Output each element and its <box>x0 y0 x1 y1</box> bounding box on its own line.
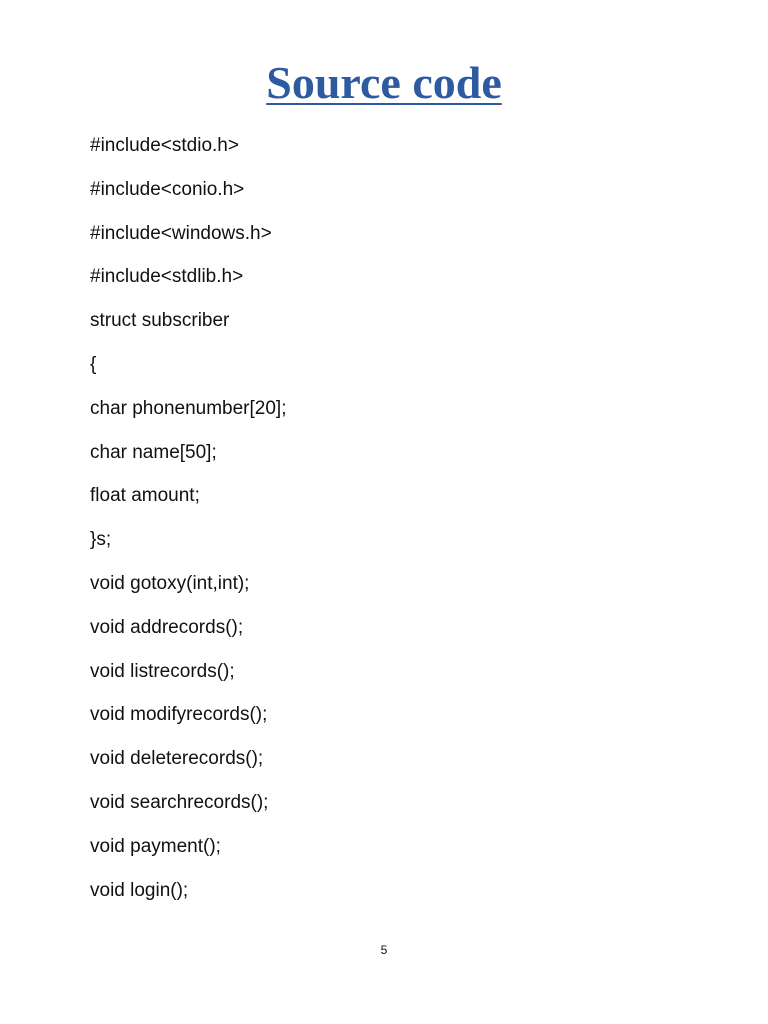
code-line: #include<windows.h> <box>90 222 272 244</box>
source-code-block <box>90 132 690 920</box>
code-line: void gotoxy(int,int); <box>90 572 250 594</box>
code-line: { <box>90 353 97 375</box>
page-title: Source code <box>266 57 502 108</box>
code-line: void modifyrecords(); <box>90 704 268 726</box>
code-line: float amount; <box>90 485 200 507</box>
code-line: void addrecords(); <box>90 616 244 638</box>
code-line: void deleterecords(); <box>90 748 264 770</box>
code-line: void listrecords(); <box>90 660 235 682</box>
code-line: }s; <box>90 529 112 551</box>
code-line: struct subscriber <box>90 310 230 332</box>
code-line: #include<stdlib.h> <box>90 266 244 288</box>
code-line: char name[50]; <box>90 441 217 463</box>
code-line: #include<conio.h> <box>90 178 245 200</box>
code-line: void login(); <box>90 879 189 901</box>
code-line: char phonenumber[20]; <box>90 397 287 419</box>
page-number: 5 <box>380 943 388 957</box>
code-line: void searchrecords(); <box>90 791 269 813</box>
code-line: #include<stdio.h> <box>90 135 239 156</box>
code-line: void payment(); <box>90 835 221 857</box>
